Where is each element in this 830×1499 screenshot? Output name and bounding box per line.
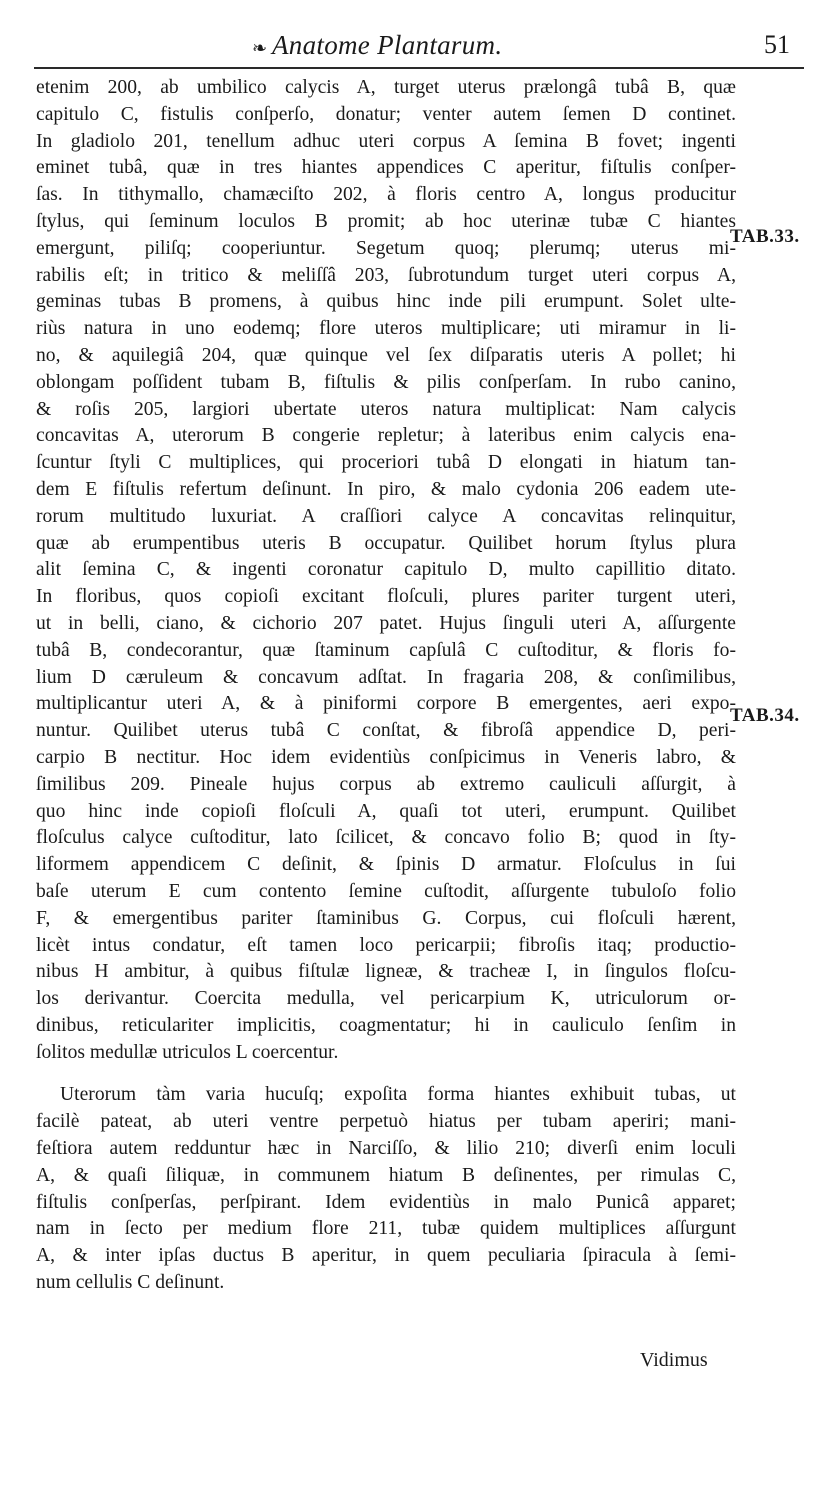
text-line: floſculus calyce cuſtoditur, lato ſcilicet, & concavo folio B; quod in ſty- xyxy=(36,827,736,849)
text-line: dinibus, reticulariter implicitis, coagmentatur; hi in cauliculo ſenſim in xyxy=(36,1014,736,1036)
text-line: geminas tubas B promens, à quibus hinc inde pili erumpunt. Solet ulte- xyxy=(36,291,736,313)
text-line: capitulo C, fistulis conſperſo, donatur; venter autem ſemen D continet. xyxy=(36,103,736,125)
body-text xyxy=(36,75,736,1297)
text-line: carpio B nectitur. Hoc idem evidentiùs conſpicimus in Veneris labro, & xyxy=(36,746,736,768)
text-line: rorum multitudo luxuriat. A craſſiori calyce A concavitas relinquitur, xyxy=(36,505,736,527)
text-line: emergunt, piliſq; cooperiuntur. Segetum quoq; plerumq; uterus mi- xyxy=(36,237,736,259)
text-line: no, & aquilegiâ 204, quæ quinque vel ſex diſparatis uteris A pollet; hi xyxy=(36,344,736,366)
text-line: ſimilibus 209. Pineale hujus corpus ab extremo cauliculi aſſurgit, à xyxy=(36,773,736,795)
catchword: Vidimus xyxy=(640,1349,708,1371)
text-line: eminet tubâ, quæ in tres hiantes appendices C aperitur, fiſtulis conſper- xyxy=(36,157,736,179)
paragraph xyxy=(36,75,736,1066)
text-line: Uterorum tàm varia hucuſq; expoſita forma hiantes exhibuit tubas, ut xyxy=(60,1084,736,1106)
text-line: facilè pateat, ab uteri ventre perpetuò hiatus per tubam aperiri; mani- xyxy=(36,1111,736,1133)
text-line: liformem appendicem C deſinit, & ſpinis D armatur. Floſculus in ſui xyxy=(36,854,736,876)
running-title: Anatome Plantarum. xyxy=(272,30,503,60)
text-line: licèt intus condatur, eſt tamen loco pericarpii; fibroſis itaq; productio- xyxy=(36,934,736,956)
text-line: ut in belli, ciano, & cichorio 207 patet. Hujus ſinguli uteri A, aſſurgente xyxy=(36,612,736,634)
text-line: & roſis 205, largiori ubertate uteros natura multiplicat: Nam calycis xyxy=(36,398,736,420)
text-line: In gladiolo 201, tenellum adhuc uteri corpus A ſemina B fovet; ingenti xyxy=(36,130,736,152)
margin-note-tab-34: TAB.34. xyxy=(730,705,800,726)
text-line: oblongam poſſident tubam B, fiſtulis & pilis conſperſam. In rubo canino, xyxy=(36,371,736,393)
text-line: In floribus, quos copioſi excitant floſculi, plures pariter turgent uteri, xyxy=(36,586,736,608)
text-line: nibus H ambitur, à quibus fiſtulæ ligneæ, & tracheæ I, in ſingulos floſcu- xyxy=(36,961,736,983)
margin-note-tab-33: TAB.33. xyxy=(730,226,800,247)
text-line: fiſtulis conſperſas, perſpirant. Idem evidentiùs in malo Punicâ apparet; xyxy=(36,1191,736,1213)
text-line: ſcuntur ſtyli C multiplices, qui proceriori tubâ D elongati in hiatum tan- xyxy=(36,452,736,474)
text-line: tubâ B, condecorantur, quæ ſtaminum capſulâ C cuſtoditur, & floris fo- xyxy=(36,639,736,661)
text-line: ſtylus, qui ſeminum loculos B promit; ab hoc uterinæ tubæ C hiantes xyxy=(36,210,736,232)
text-line: A, & inter ipſas ductus B aperitur, in quem peculiaria ſpiracula à ſemi- xyxy=(36,1245,736,1267)
header-rule xyxy=(34,67,804,69)
text-line: multiplicantur uteri A, & à piniformi corpore B emergentes, aeri expo- xyxy=(36,693,736,715)
text-line: alit ſemina C, & ingenti coronatur capitulo D, multo capillitio ditato. xyxy=(36,559,736,581)
text-line: riùs natura in uno eodemq; flore uteros multiplicare; uti miramur in li- xyxy=(36,318,736,340)
text-line: F, & emergentibus pariter ſtaminibus G. Corpus, cui floſculi hærent, xyxy=(36,907,736,929)
paragraph xyxy=(36,1082,736,1296)
page-number: 51 xyxy=(764,30,790,59)
text-line: los derivantur. Coercita medulla, vel pericarpium K, utriculorum or- xyxy=(36,988,736,1010)
text-line: ſolitos medullæ utriculos L coercentur. xyxy=(36,1041,339,1063)
paragraph-gap xyxy=(36,1066,736,1082)
text-line: feſtiora autem redduntur hæc in Narciſſo, & lilio 210; diverſi enim loculi xyxy=(36,1138,736,1160)
text-line: lium D cæruleum & concavum adſtat. In fragaria 208, & conſimilibus, xyxy=(36,666,736,688)
text-line: rabilis eſt; in tritico & meliſſâ 203, ſubrotundum turget uteri corpus A, xyxy=(36,264,736,286)
text-line: nuntur. Quilibet uterus tubâ C conſtat, & fibroſâ appendice D, peri- xyxy=(36,720,736,742)
text-line: A, & quaſi ſiliquæ, in communem hiatum B deſinentes, per rimulas C, xyxy=(36,1164,736,1186)
text-line: ſas. In tithymallo, chamæciſto 202, à floris centro A, longus producitur xyxy=(36,184,736,206)
text-line: concavitas A, uterorum B congerie repletur; à lateribus enim calycis ena- xyxy=(36,425,736,447)
text-line: quæ ab erumpentibus uteris B occupatur. Quilibet horum ſtylus plura xyxy=(36,532,736,554)
text-line: baſe uterum E cum contento ſemine cuſtodit, aſſurgente tubuloſo folio xyxy=(36,880,736,902)
text-line: quo hinc inde copioſi floſculi A, quaſi tot uteri, erumpunt. Quilibet xyxy=(36,800,736,822)
text-line: num cellulis C deſinunt. xyxy=(36,1272,225,1294)
text-line: etenim 200, ab umbilico calycis A, turget uterus prælongâ tubâ B, quæ xyxy=(36,77,736,98)
page-header xyxy=(34,24,804,68)
text-line: dem E fiſtulis refertum deſinunt. In piro, & malo cydonia 206 eadem ute- xyxy=(36,478,736,500)
text-line: nam in ſecto per medium flore 211, tubæ quidem multiplices aſſurgunt xyxy=(36,1218,736,1240)
fleuron-icon: ❧ xyxy=(252,38,268,59)
